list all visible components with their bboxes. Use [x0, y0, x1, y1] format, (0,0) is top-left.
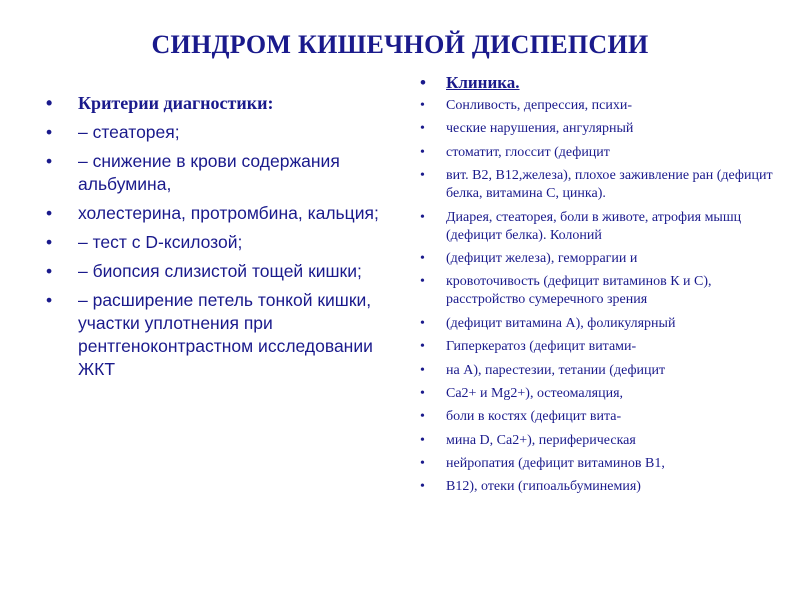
list-item-text: – расширение петель тонкой кишки, участки уплотнения при рентгеноконтрастном исследовании ЖКТ: [78, 290, 373, 379]
list-item: [420, 385, 780, 403]
list-item: [46, 202, 396, 225]
bullet-icon: •: [420, 121, 425, 137]
bullet-icon: •: [420, 144, 425, 160]
list-item: [420, 120, 780, 138]
list-item: [420, 144, 780, 162]
list-item-text: – тест с D-ксилозой;: [78, 232, 243, 252]
list-item: [420, 478, 780, 496]
list-item: [46, 231, 396, 254]
list-item: [420, 362, 780, 380]
clinical-signs-list: [420, 72, 780, 502]
list-item-text: – биопсия слизистой тощей кишки;: [78, 261, 362, 281]
list-item: [46, 289, 396, 381]
bullet-icon: •: [420, 339, 425, 355]
list-item-text: стоматит, глоссит (дефицит: [446, 144, 610, 160]
bullet-icon: •: [420, 362, 425, 378]
list-item-text: В12), отеки (гипоальбуминемия): [446, 479, 641, 495]
list-item: [420, 250, 780, 268]
bullet-icon: •: [420, 432, 425, 448]
list-item-text: (дефицит железа), геморрагии и: [446, 250, 638, 266]
bullet-icon: •: [420, 209, 425, 225]
bullet-icon: •: [420, 479, 425, 495]
bullet-icon: •: [46, 203, 53, 223]
list-item-text: ческие нарушения, ангулярный: [446, 121, 634, 137]
list-item-text: – стеаторея;: [78, 122, 180, 142]
list-item-text: Гиперкератоз (дефицит витами-: [446, 339, 637, 355]
bullet-icon: •: [420, 456, 425, 472]
bullet-icon: •: [420, 250, 425, 266]
list-item-text: Сонливость, депрессия, психи-: [446, 98, 632, 113]
list-item: [420, 167, 780, 203]
bullet-icon: •: [46, 290, 53, 310]
bullet-icon: •: [420, 315, 425, 331]
bullet-icon: •: [420, 409, 425, 425]
list-item-text: Диарея, стеаторея, боли в животе, атрофия мышц (дефицит белка). Колоний: [446, 209, 742, 243]
list-item: [420, 315, 780, 333]
slide-title: СИНДРОМ КИШЕЧНОЙ ДИСПЕПСИИ: [151, 30, 649, 59]
left-heading-text: Критерии диагностики:: [78, 93, 274, 113]
list-item-text: нейропатия (дефицит витаминов В1,: [446, 456, 665, 472]
list-item-text: (дефицит витамина А), фоликулярный: [446, 315, 676, 331]
list-item: [420, 408, 780, 426]
list-item: [46, 260, 396, 283]
bullet-icon: •: [46, 261, 53, 281]
list-item: [420, 455, 780, 473]
list-item: [420, 338, 780, 356]
bullet-icon: •: [420, 274, 425, 290]
diagnostic-criteria-list: [46, 92, 396, 387]
bullet-icon: •: [420, 168, 425, 184]
list-item-text: – снижение в крови содержания альбумина,: [78, 151, 340, 194]
bullet-icon: •: [46, 151, 53, 171]
list-item: [420, 432, 780, 450]
list-item: [420, 209, 780, 245]
list-item: [46, 121, 396, 144]
right-heading-item: [420, 72, 780, 93]
bullet-icon: •: [420, 73, 426, 92]
list-item-text: кровоточивость (дефицит витаминов К и С), расстройство сумеречного зрения: [446, 274, 712, 308]
list-item: [46, 150, 396, 196]
list-item-text: холестерина, протромбина, кальция;: [78, 203, 379, 223]
list-item-text: боли в костях (дефицит вита-: [446, 409, 622, 425]
bullet-icon: •: [420, 385, 425, 401]
bullet-icon: •: [420, 98, 425, 113]
list-item-text: Са2+ и Mg2+), остеомаляция,: [446, 385, 624, 401]
left-heading-item: [46, 92, 396, 115]
list-item-text: мина D, Ca2+), периферическая: [446, 432, 636, 448]
list-item-text: вит. В2, В12,железа), плохое заживление ран (дефицит белка, витамина С, цинка).: [446, 168, 773, 202]
bullet-icon: •: [46, 93, 53, 113]
right-heading-text: Клиника.: [446, 73, 520, 92]
list-item: [420, 97, 780, 115]
list-item: [420, 273, 780, 309]
list-item-text: на А), парестезии, тетании (дефицит: [446, 362, 666, 378]
bullet-icon: •: [46, 232, 53, 252]
bullet-icon: •: [46, 122, 53, 142]
